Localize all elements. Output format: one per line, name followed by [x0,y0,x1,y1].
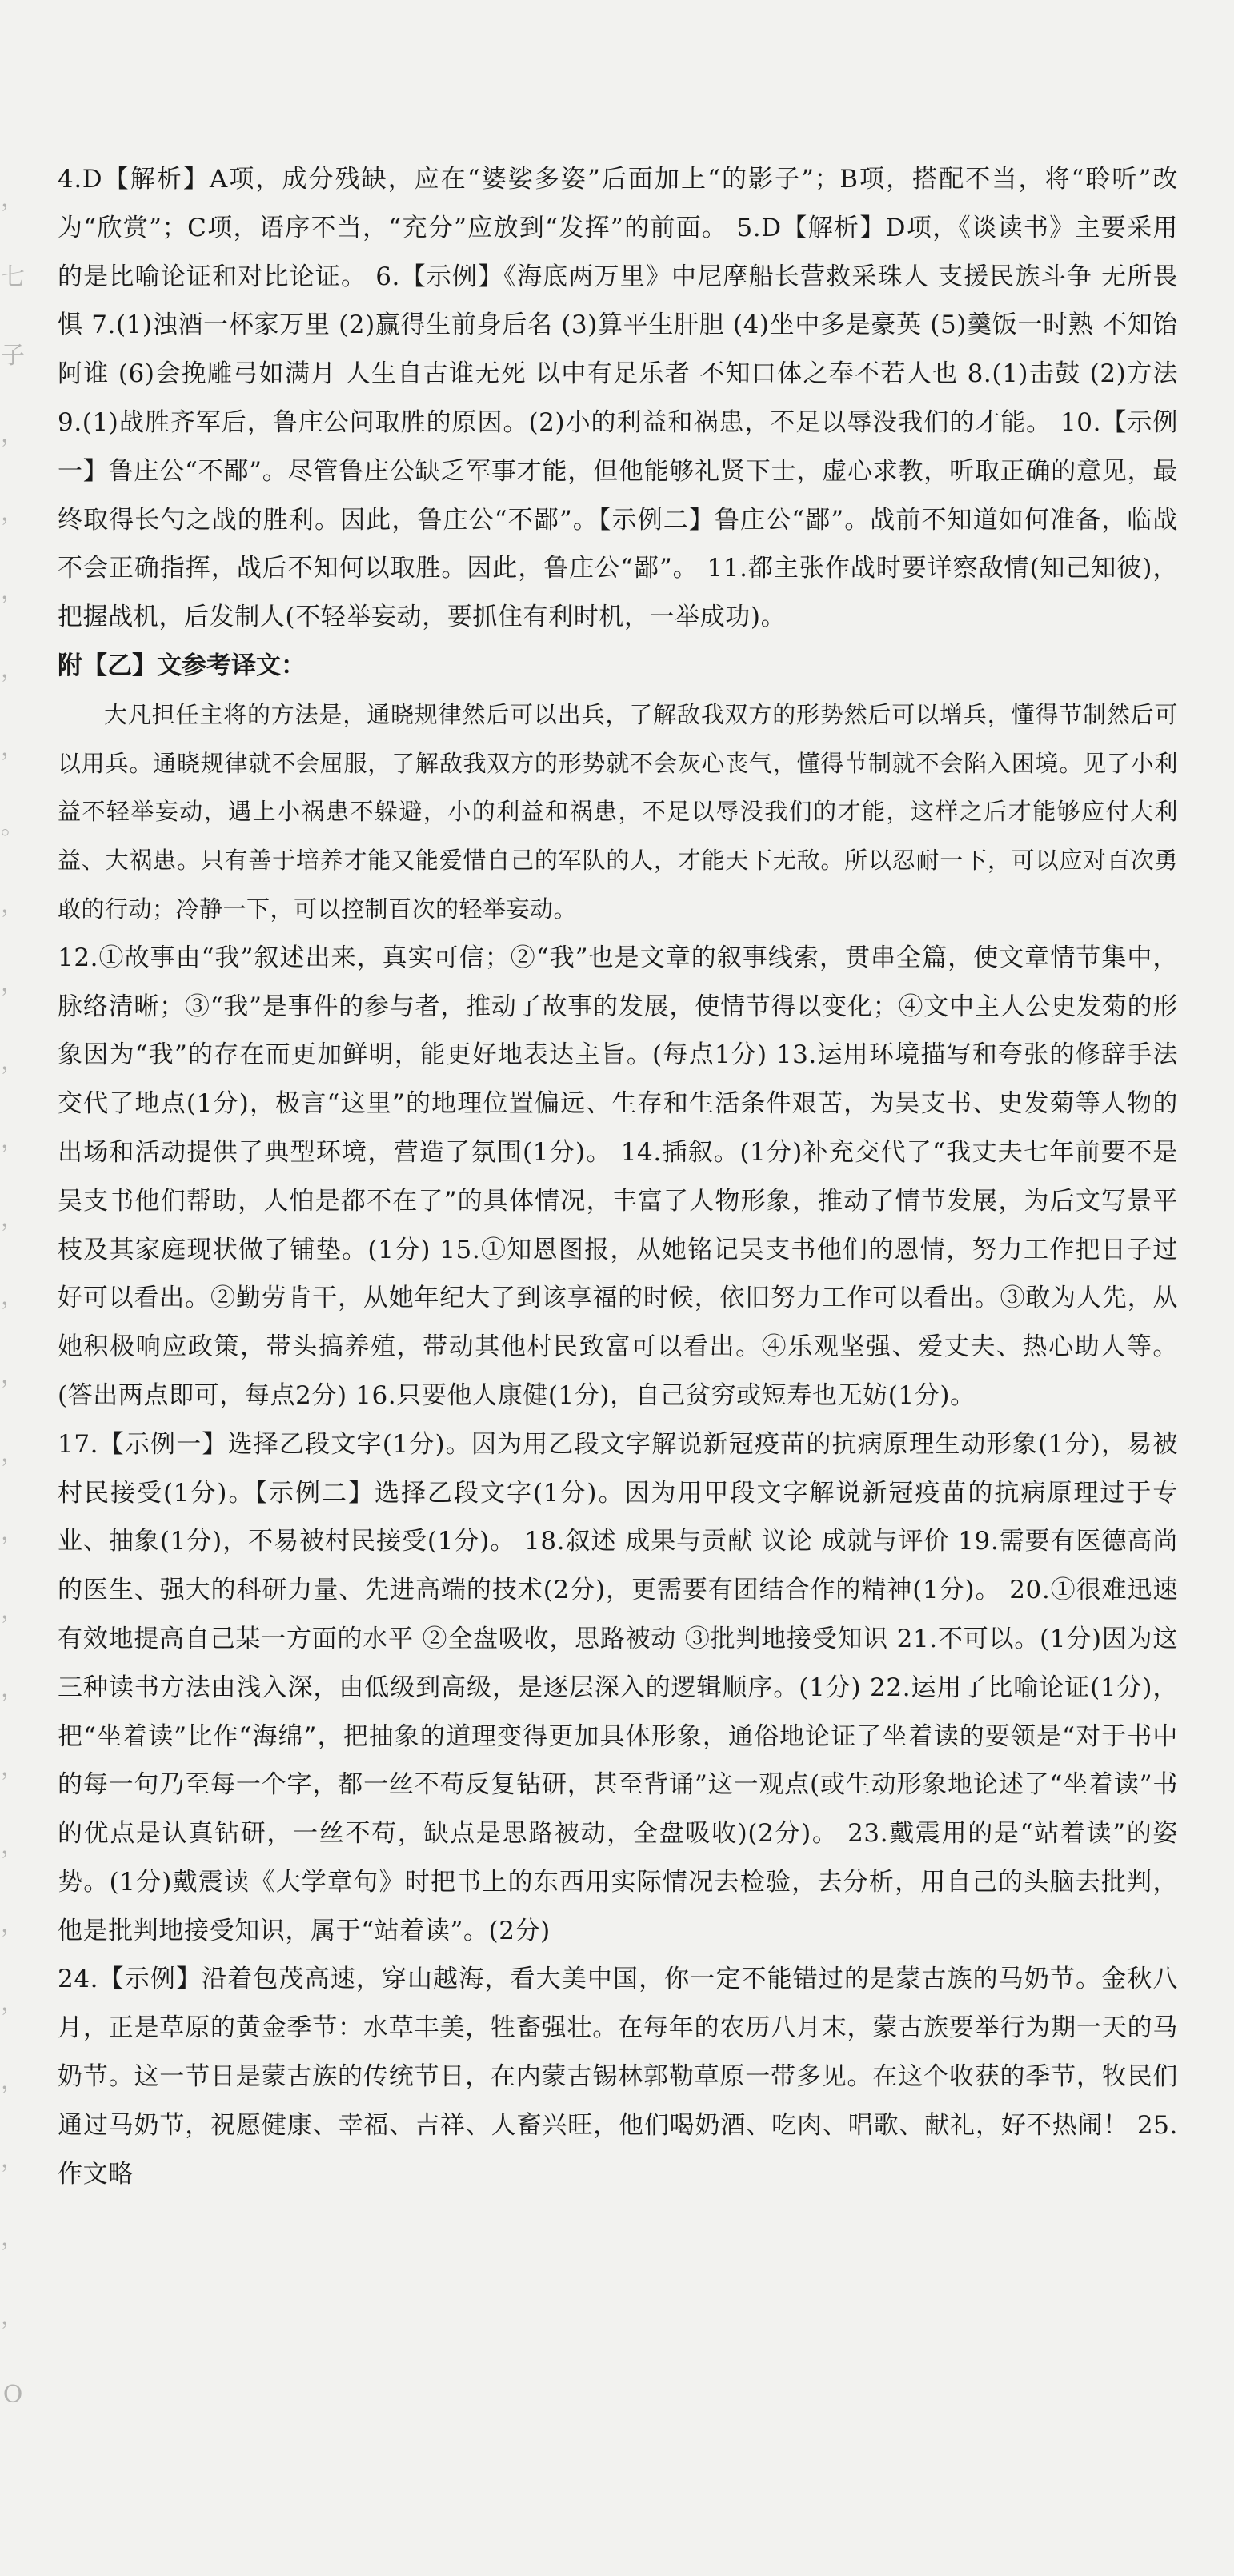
answer-content [58,155,1178,2198]
answers-q4-q11: 4.D【解析】A项，成分残缺，应在“婆娑多姿”后面加上“的影子”；B项，搭配不当，将“聆听”改为“欣赏”；C项，语序不当，“充分”应放到“发挥”的前面。 5.D【解析】D项，《谈读书》主要采用的是比喻论证和对比论证。 6.【示例】《海底两万里》中尼摩船长营救采珠人 支援民族斗争 无所畏惧 7.(1)浊酒一杯家万里 (2)赢得生前身后名 (3)算平生肝胆 (4)坐中多是豪英 (5)羹饭一时熟 不知饴阿谁 (6)会挽雕弓如满月 人生自古谁无死 以中有足乐者 不知口体之奉不若人也 8.(1)击鼓 (2)方法 9.(1)战胜齐军后，鲁庄公问取胜的原因。(2)小的利益和祸患，不足以辱没我们的才能。 10.【示例一】鲁庄公“不鄙”。尽管鲁庄公缺乏军事才能，但他能够礼贤下士，虚心求教，听取正确的意见，最终取得长勺之战的胜利。因此，鲁庄公“不鄙”。【示例二】鲁庄公“鄙”。战前不知道如何准备，临战不会正确指挥，战后不知何以取胜。因此，鲁庄公“鄙”。 11.都主张作战时要详察敌情(知己知彼)，把握战机，后发制人(不轻举妄动，要抓住有利时机，一举成功)。 [58,165,1178,632]
bleed-through-text: ， 七 子 ， ， ， ， ， 。 ， ， ， ， ， ， ， ， ， ， ， ， ， ， ， ， ， ， ， O [1,185,25,2409]
translation-body: 大凡担任主将的方法是，通晓规律然后可以出兵，了解敌我双方的形势然后可以增兵，懂得节制然后可以用兵。通晓规律就不会屈服，了解敌我双方的形势就不会灰心丧气，懂得节制就不会陷入困境。见了小利益不轻举妄动，遇上小祸患不躲避，小的利益和祸患，不足以辱没我们的才能，这样之后才能够应付大利益、大祸患。只有善于培养才能又能爱惜自己的军队的人，才能天下无敌。所以忍耐一下，可以应对百次勇敢的行动；冷静一下，可以控制百次的轻举妄动。 [58,700,1178,923]
answers-q24-q25: 24.【示例】沿着包茂高速，穿山越海，看大美中国，你一定不能错过的是蒙古族的马奶节。金秋八月，正是草原的黄金季节：水草丰美，牲畜强壮。在每年的农历八月末，蒙古族要举行为期一天的马奶节。这一节日是蒙古族的传统节日，在内蒙古锡林郭勒草原一带多见。在这个收获的季节，牧民们通过马奶节，祝愿健康、幸福、吉祥、人畜兴旺，他们喝奶酒、吃肉、唱歌、献礼，好不热闹！ 25.作文略 [58,1965,1178,2189]
answers-q17-q23: 17.【示例一】选择乙段文字(1分)。因为用乙段文字解说新冠疫苗的抗病原理生动形象(1分)，易被村民接受(1分)。【示例二】选择乙段文字(1分)。因为用甲段文字解说新冠疫苗的抗病原理过于专业、抽象(1分)，不易被村民接受(1分)。 18.叙述 成果与贡献 议论 成就与评价 19.需要有医德高尚的医生、强大的科研力量、先进高端的技术(2分)，更需要有团结合作的精神(1分)。 20.①很难迅速有效地提高自己某一方面的水平 ②全盘吸收，思路被动 ③批判地接受知识 21.不可以。(1分)因为这三种读书方法由浅入深，由低级到高级，是逐层深入的逻辑顺序。(1分) 22.运用了比喻论证(1分)，把“坐着读”比作“海绵”，把抽象的道理变得更加具体形象，通俗地论证了坐着读的要领是“对于书中的每一句乃至每一个字，都一丝不苟反复钻研，甚至背诵”这一观点(或生动形象地论述了“坐着读”书的优点是认真钻研，一丝不苟，缺点是思路被动，全盘吸收)(2分)。 23.戴震用的是“站着读”的姿势。(1分)戴震读《大学章句》时把书上的东西用实际情况去检验，去分析，用自己的头脑去批判，他是批判地接受知识，属于“站着读”。(2分) [58,1429,1178,1945]
translation-heading: 附【乙】文参考译文： [58,651,306,680]
answers-q12-q16: 12.①故事由“我”叙述出来，真实可信；②“我”也是文章的叙事线索，贯串全篇，使文章情节集中，脉络清晰；③“我”是事件的参与者，推动了故事的发展，使情节得以变化；④文中主人公史发菊的形象因为“我”的存在而更加鲜明，能更好地表达主旨。(每点1分) 13.运用环境描写和夸张的修辞手法交代了地点(1分)，极言“这里”的地理位置偏远、生存和生活条件艰苦，为吴支书、史发菊等人物的出场和活动提供了典型环境，营造了氛围(1分)。 14.插叙。(1分)补充交代了“我丈夫七年前要不是吴支书他们帮助，人怕是都不在了”的具体情况，丰富了人物形象，推动了情节发展，为后文写景平枝及其家庭现状做了铺垫。(1分) 15.①知恩图报，从她铭记吴支书他们的恩情，努力工作把日子过好可以看出。②勤劳肯干，从她年纪大了到该享福的时候，依旧努力工作可以看出。③敢为人先，从她积极响应政策，带头搞养殖，带动其他村民致富可以看出。④乐观坚强、爱丈夫、热心助人等。(答出两点即可，每点2分) 16.只要他人康健(1分)，自己贫穷或短寿也无妨(1分)。 [58,943,1178,1410]
